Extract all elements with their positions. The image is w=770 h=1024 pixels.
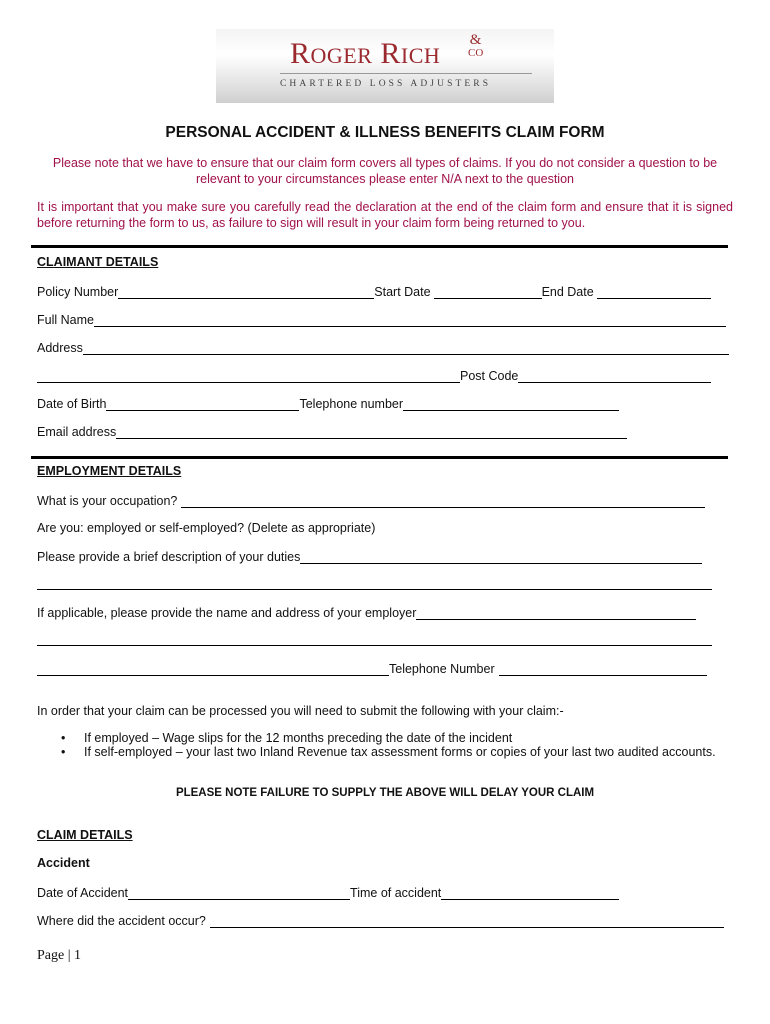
where-row [37, 912, 724, 928]
policy-row [37, 283, 711, 299]
employed-question: Are you: employed or self-employed? (Delete as appropriate) [37, 521, 376, 535]
submit-intro: In order that your claim can be processed you will need to submit the following with your claim:- [37, 704, 564, 718]
occupation-label: What is your occupation? [37, 494, 178, 508]
dob-field[interactable] [106, 398, 299, 411]
full-name-row [37, 311, 726, 327]
where-field[interactable] [210, 915, 724, 928]
dob-label: Date of Birth [37, 397, 107, 411]
date-of-accident-field[interactable] [128, 887, 350, 900]
full-name-label: Full Name [37, 313, 94, 327]
address-line-2-field[interactable] [37, 370, 460, 383]
claimant-details-heading: CLAIMANT DETAILS [37, 255, 159, 269]
policy-number-field[interactable] [118, 286, 374, 299]
post-code-field[interactable] [518, 370, 711, 383]
policy-number-label: Policy Number [37, 285, 119, 299]
notice-na: Please note that we have to ensure that our claim form covers all types of claims. If you do not consider a question to be relevant to your circumstances please enter N/A next to the question [52, 156, 718, 186]
notice-declaration: It is important that you make sure you carefully read the declaration at the end of the claim form and ensure that it is signed before returning the form to us, as failure to sign will result in your claim form being returned to you. [37, 200, 733, 230]
logo-name [290, 37, 440, 71]
time-of-accident-field[interactable] [441, 887, 619, 900]
employer-address-field[interactable] [37, 663, 389, 676]
section-divider [31, 245, 728, 248]
logo-initial-r2: R [380, 37, 401, 70]
logo-tagline: CHARTERED LOSS ADJUSTERS [280, 79, 492, 89]
page-title: PERSONAL ACCIDENT & ILLNESS BENEFITS CLAIM FORM [165, 124, 605, 141]
time-of-accident-label: Time of accident [350, 886, 442, 900]
email-row [37, 423, 627, 439]
logo-oger: OGER [310, 43, 373, 68]
employer-telephone-label: Telephone Number [389, 662, 495, 676]
logo-rule [280, 73, 532, 74]
full-name-field[interactable] [94, 314, 726, 327]
logo-co-amp: & [469, 32, 482, 48]
address-field[interactable] [83, 342, 729, 355]
email-label: Email address [37, 425, 117, 439]
occupation-row [37, 492, 705, 508]
logo-co-text: CO [468, 47, 484, 59]
bullet-dot: • [61, 745, 66, 759]
employer-field[interactable] [416, 607, 696, 620]
delay-warning: PLEASE NOTE FAILURE TO SUPPLY THE ABOVE WILL DELAY YOUR CLAIM [175, 787, 595, 799]
logo-co [468, 34, 483, 60]
claim-details-heading: CLAIM DETAILS [37, 828, 133, 842]
bullet-employed: If employed – Wage slips for the 12 months preceding the date of the incident [84, 731, 513, 745]
employer-label: If applicable, please provide the name and address of your employer [37, 606, 417, 620]
start-date-field[interactable] [434, 286, 542, 299]
post-code-row [37, 367, 711, 383]
duties-field-line-2[interactable] [37, 589, 712, 590]
company-logo [216, 29, 554, 103]
bullet-self-employed: If self-employed – your last two Inland Revenue tax assessment forms or copies of your last two audited accounts. [84, 745, 716, 759]
email-field[interactable] [116, 426, 627, 439]
duties-field[interactable] [300, 551, 702, 564]
telephone-field[interactable] [403, 398, 619, 411]
logo-ich: ICH [400, 43, 441, 68]
start-date-label: Start Date [374, 285, 431, 299]
end-date-field[interactable] [597, 286, 711, 299]
telephone-label: Telephone number [299, 397, 404, 411]
employer-telephone-row [37, 660, 707, 676]
address-label: Address [37, 341, 83, 355]
accident-subheading: Accident [37, 856, 90, 870]
logo-initial-r: R [290, 37, 311, 70]
employer-field-line-2[interactable] [37, 645, 712, 646]
where-label: Where did the accident occur? [37, 914, 206, 928]
duties-label: Please provide a brief description of your duties [37, 550, 301, 564]
section-divider [31, 456, 728, 459]
occupation-field[interactable] [181, 495, 705, 508]
address-row [37, 339, 729, 355]
end-date-label: End Date [541, 285, 594, 299]
employer-telephone-field[interactable] [499, 663, 707, 676]
employed-row [37, 519, 375, 535]
duties-row [37, 548, 702, 564]
post-code-label: Post Code [460, 369, 519, 383]
date-of-accident-label: Date of Accident [37, 886, 129, 900]
employer-row [37, 604, 696, 620]
bullet-dot: • [61, 731, 66, 745]
dob-row [37, 395, 619, 411]
page-number: Page | 1 [37, 948, 82, 963]
employment-details-heading: EMPLOYMENT DETAILS [37, 464, 182, 478]
accident-date-row [37, 884, 619, 900]
